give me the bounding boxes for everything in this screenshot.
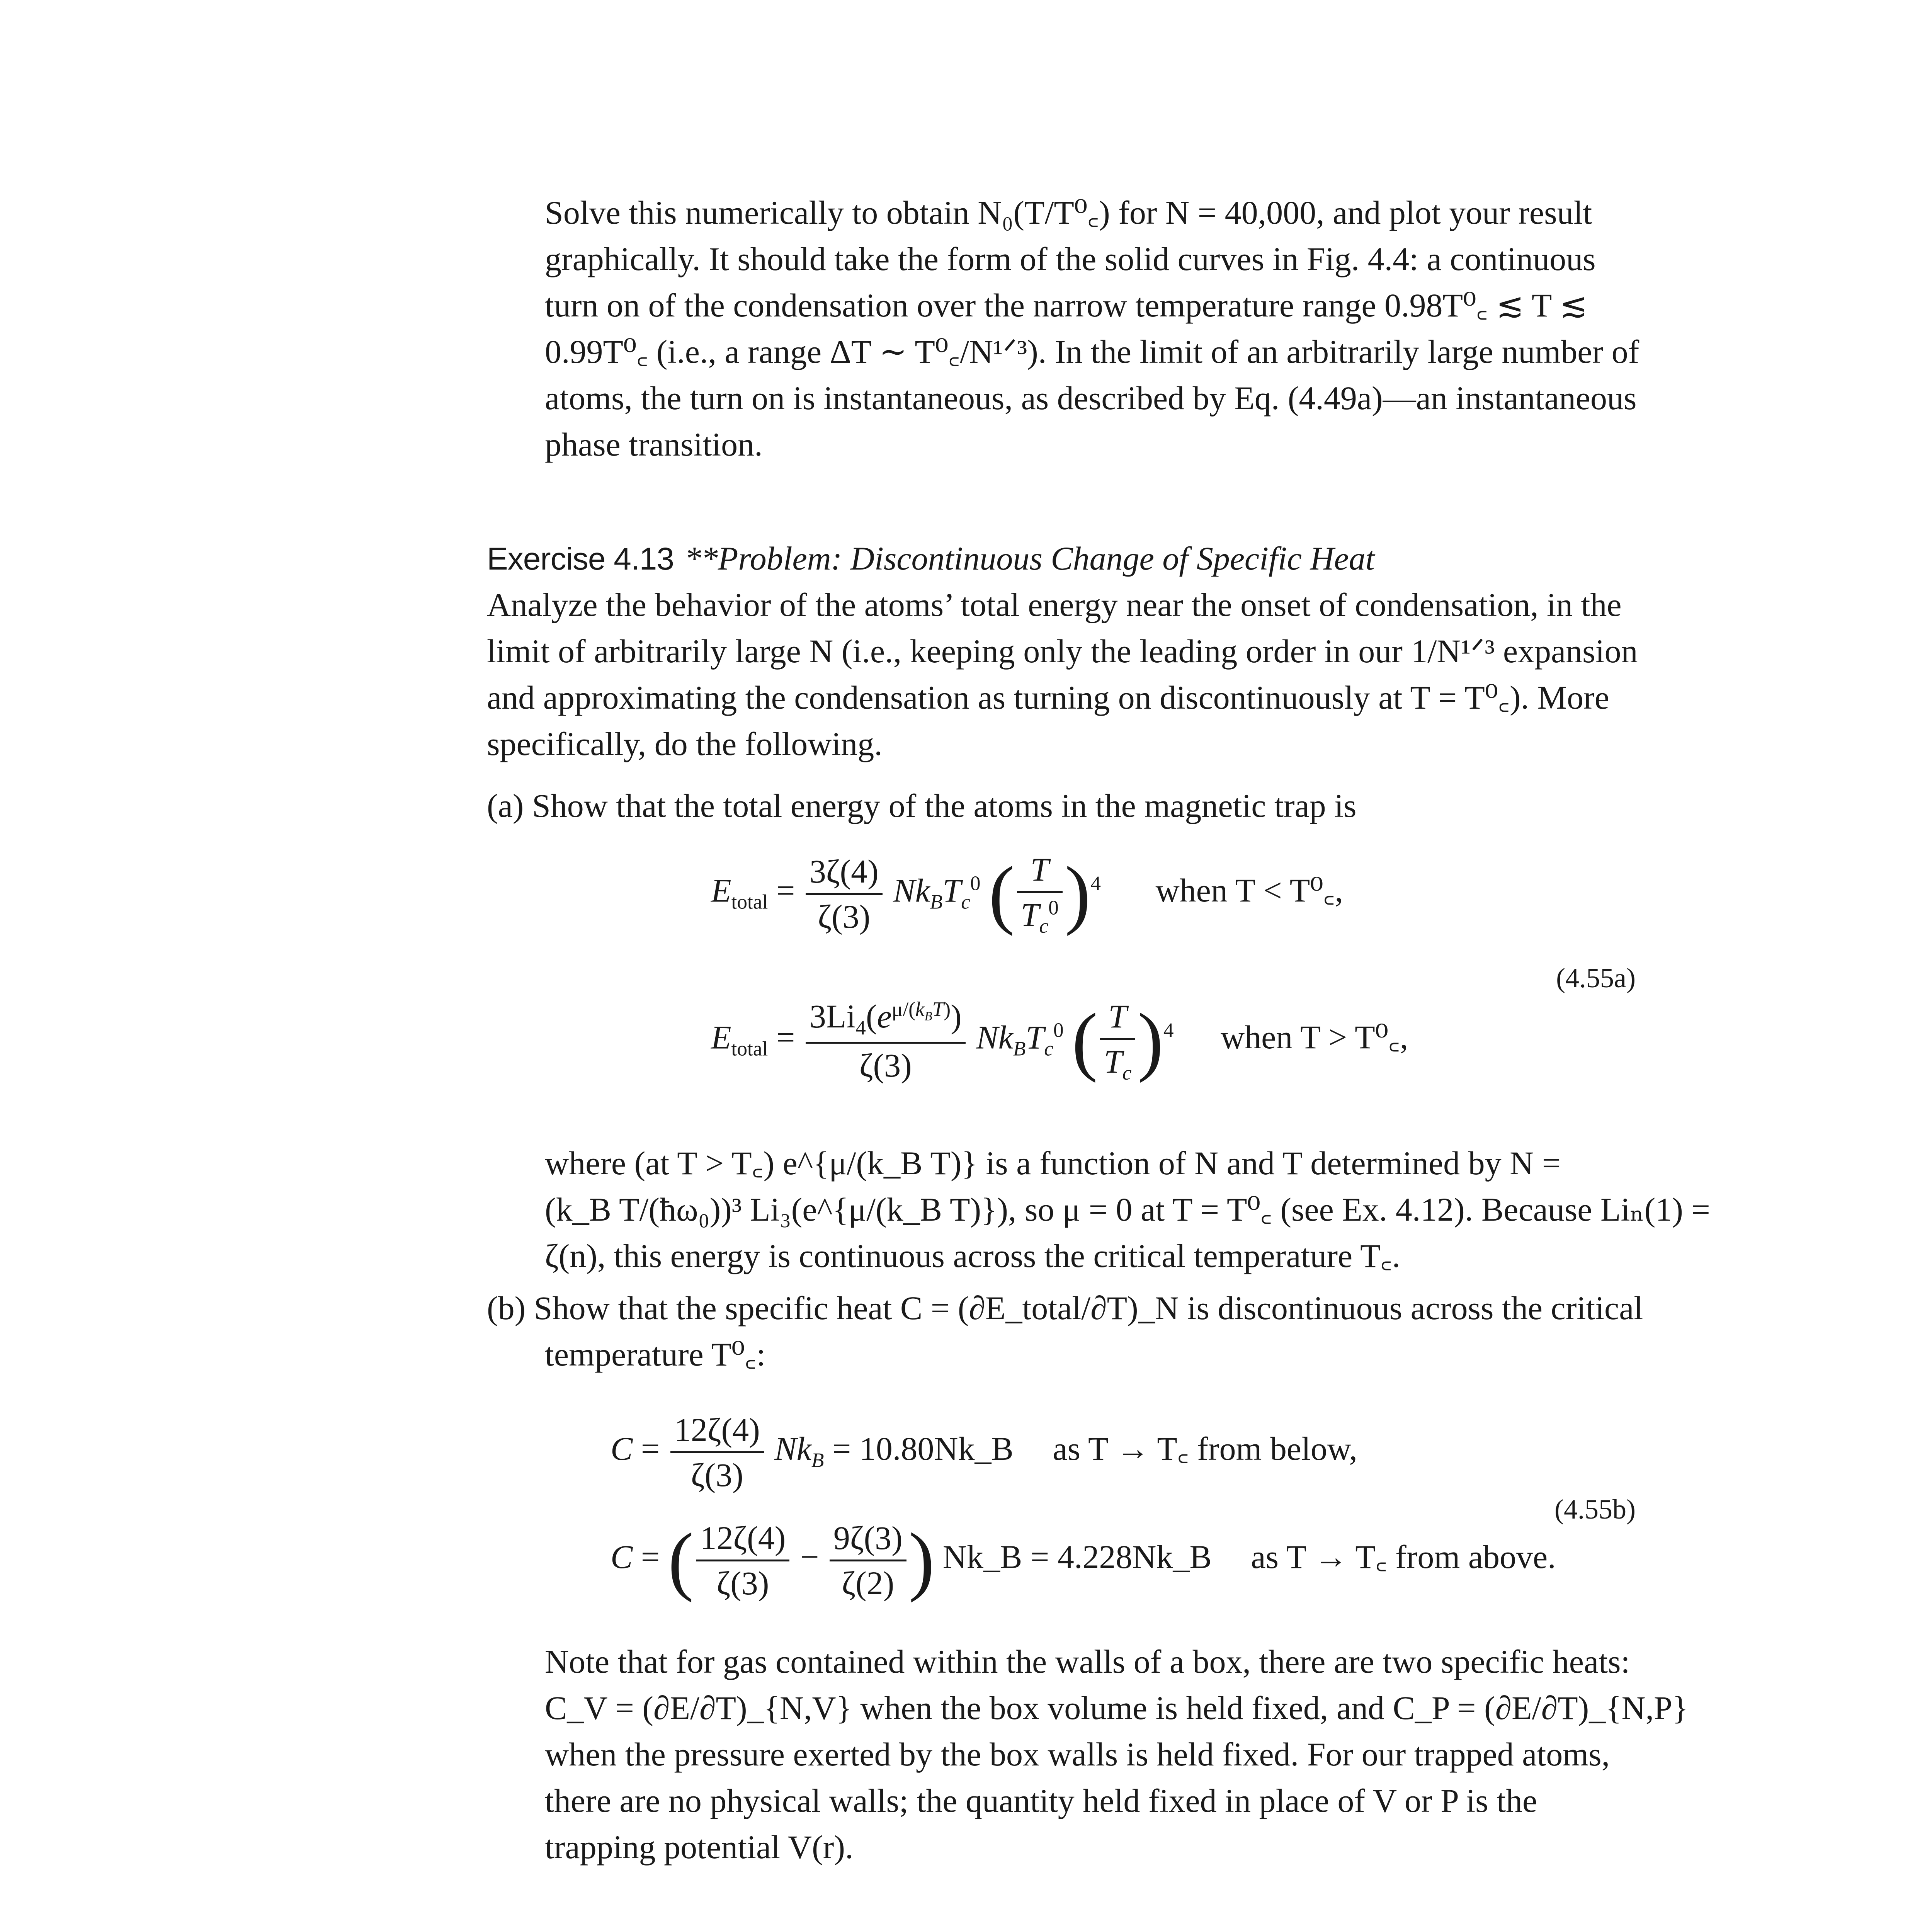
text-line: (b) Show that the specific heat C = (∂E_total/∂T)_N is discontinuous across the critical bbox=[487, 1289, 1643, 1327]
text-line: graphically. It should take the form of the solid curves in Fig. 4.4: a continuous bbox=[545, 240, 1596, 277]
exercise-4-13-heading bbox=[487, 535, 1375, 582]
equation-label-4-55a: (4.55a) bbox=[1556, 963, 1636, 993]
text-line: ζ(n), this energy is continuous across the critical temperature T꜀. bbox=[545, 1237, 1400, 1274]
condition-text: when T > T⁰꜀, bbox=[1221, 1019, 1408, 1056]
part-a-label bbox=[487, 782, 1357, 829]
text-line: C_V = (∂E/∂T)_{N,V} when the box volume is held fixed, and C_P = (∂E/∂T)_{N,P} bbox=[545, 1689, 1689, 1726]
condition-text: when T < T⁰꜀, bbox=[1155, 872, 1343, 909]
text-line: trapping potential V(r). bbox=[545, 1828, 854, 1866]
equation-value: Nk_B = 4.228Nk_B bbox=[942, 1538, 1212, 1576]
text-line: atoms, the turn on is instantaneous, as described by Eq. (4.49a)—an instantaneous bbox=[545, 379, 1637, 417]
note-paragraph bbox=[545, 1638, 1689, 1870]
text-line: and approximating the condensation as turning on discontinuously at T = T⁰꜀). More bbox=[487, 679, 1609, 716]
text-line: where (at T > T꜀) e^{μ/(k_B T)} is a function of N and T determined by N = bbox=[545, 1145, 1561, 1182]
equation-label-4-55b: (4.55b) bbox=[1554, 1494, 1636, 1525]
where-paragraph bbox=[545, 1140, 1710, 1279]
text-line: Analyze the behavior of the atoms’ total energy near the onset of condensation, in the bbox=[487, 586, 1622, 623]
part-b bbox=[487, 1285, 1643, 1378]
text-line: phase transition. bbox=[545, 426, 763, 463]
text-line: specifically, do the following. bbox=[487, 725, 883, 762]
condition-text: as T → T꜀ from above. bbox=[1251, 1538, 1556, 1576]
equation-4-55a-2: $E_{total}$ = $\frac{3Li_4(e^{\mu/(k_BT)})}{\zeta(3)}$ $Nk_BT_c^0$ ( $\frac{T}{T_c}$ )$^4$ when T > T⁰꜀, bbox=[711, 997, 1408, 1085]
text-line: 0.99T⁰꜀ (i.e., a range ΔT ∼ T⁰꜀/N¹ᐟ³). In the limit of an arbitrarily large number of bbox=[545, 333, 1639, 370]
equation-4-55a-1: $E_{total}$ = $\frac{3\zeta(4)}{\zeta(3)}$ $Nk_BT_c^0$ ( $\frac{T}{T_c^0}$ )$^4$ when T < T⁰꜀, bbox=[711, 851, 1343, 938]
condition-text: as T → T꜀ from below, bbox=[1053, 1430, 1357, 1468]
text-line: Note that for gas contained within the walls of a box, there are two specific heats: bbox=[545, 1643, 1630, 1680]
equation-4-55b-2: C = ( $\frac{12\zeta(4)}{\zeta(3)}$ − $\frac{9\zeta(3)}{\zeta(2)}$ ) Nk_B = 4.228Nk_B as T → T꜀ from above. bbox=[611, 1517, 1556, 1603]
exercise-number: Exercise 4.13 bbox=[487, 541, 674, 577]
equation-4-55b-1: C = $\frac{12\zeta(4)}{\zeta(3)}$ $Nk_B$ = 10.80Nk_B as T → T꜀ from below, bbox=[611, 1411, 1357, 1493]
text-line: (k_B T/(ħω₀))³ Li₃(e^{μ/(k_B T)}), so μ = 0 at T = T⁰꜀ (see Ex. 4.12). Because Liₙ(1) = bbox=[545, 1191, 1710, 1228]
text-line: Solve this numerically to obtain N₀(T/T⁰꜀) for N = 40,000, and plot your result bbox=[545, 194, 1592, 231]
intro-paragraph bbox=[545, 189, 1639, 468]
text-line: turn on of the condensation over the narrow temperature range 0.98T⁰꜀ ≲ T ≲ bbox=[545, 287, 1588, 324]
text-line: temperature T⁰꜀: bbox=[545, 1336, 766, 1373]
text-line: limit of arbitrarily large N (i.e., keeping only the leading order in our 1/N¹ᐟ³ expansion bbox=[487, 633, 1638, 670]
text-line: when the pressure exerted by the box walls is held fixed. For our trapped atoms, bbox=[545, 1736, 1610, 1773]
equation-value: = 10.80Nk_B bbox=[832, 1430, 1014, 1468]
exercise-title: **Problem: Discontinuous Change of Specific Heat bbox=[684, 540, 1375, 577]
text-line: there are no physical walls; the quantity held fixed in place of V or P is the bbox=[545, 1782, 1537, 1819]
part-a-text: (a) Show that the total energy of the atoms in the magnetic trap is bbox=[487, 787, 1357, 824]
exercise-4-13-body bbox=[487, 582, 1636, 767]
